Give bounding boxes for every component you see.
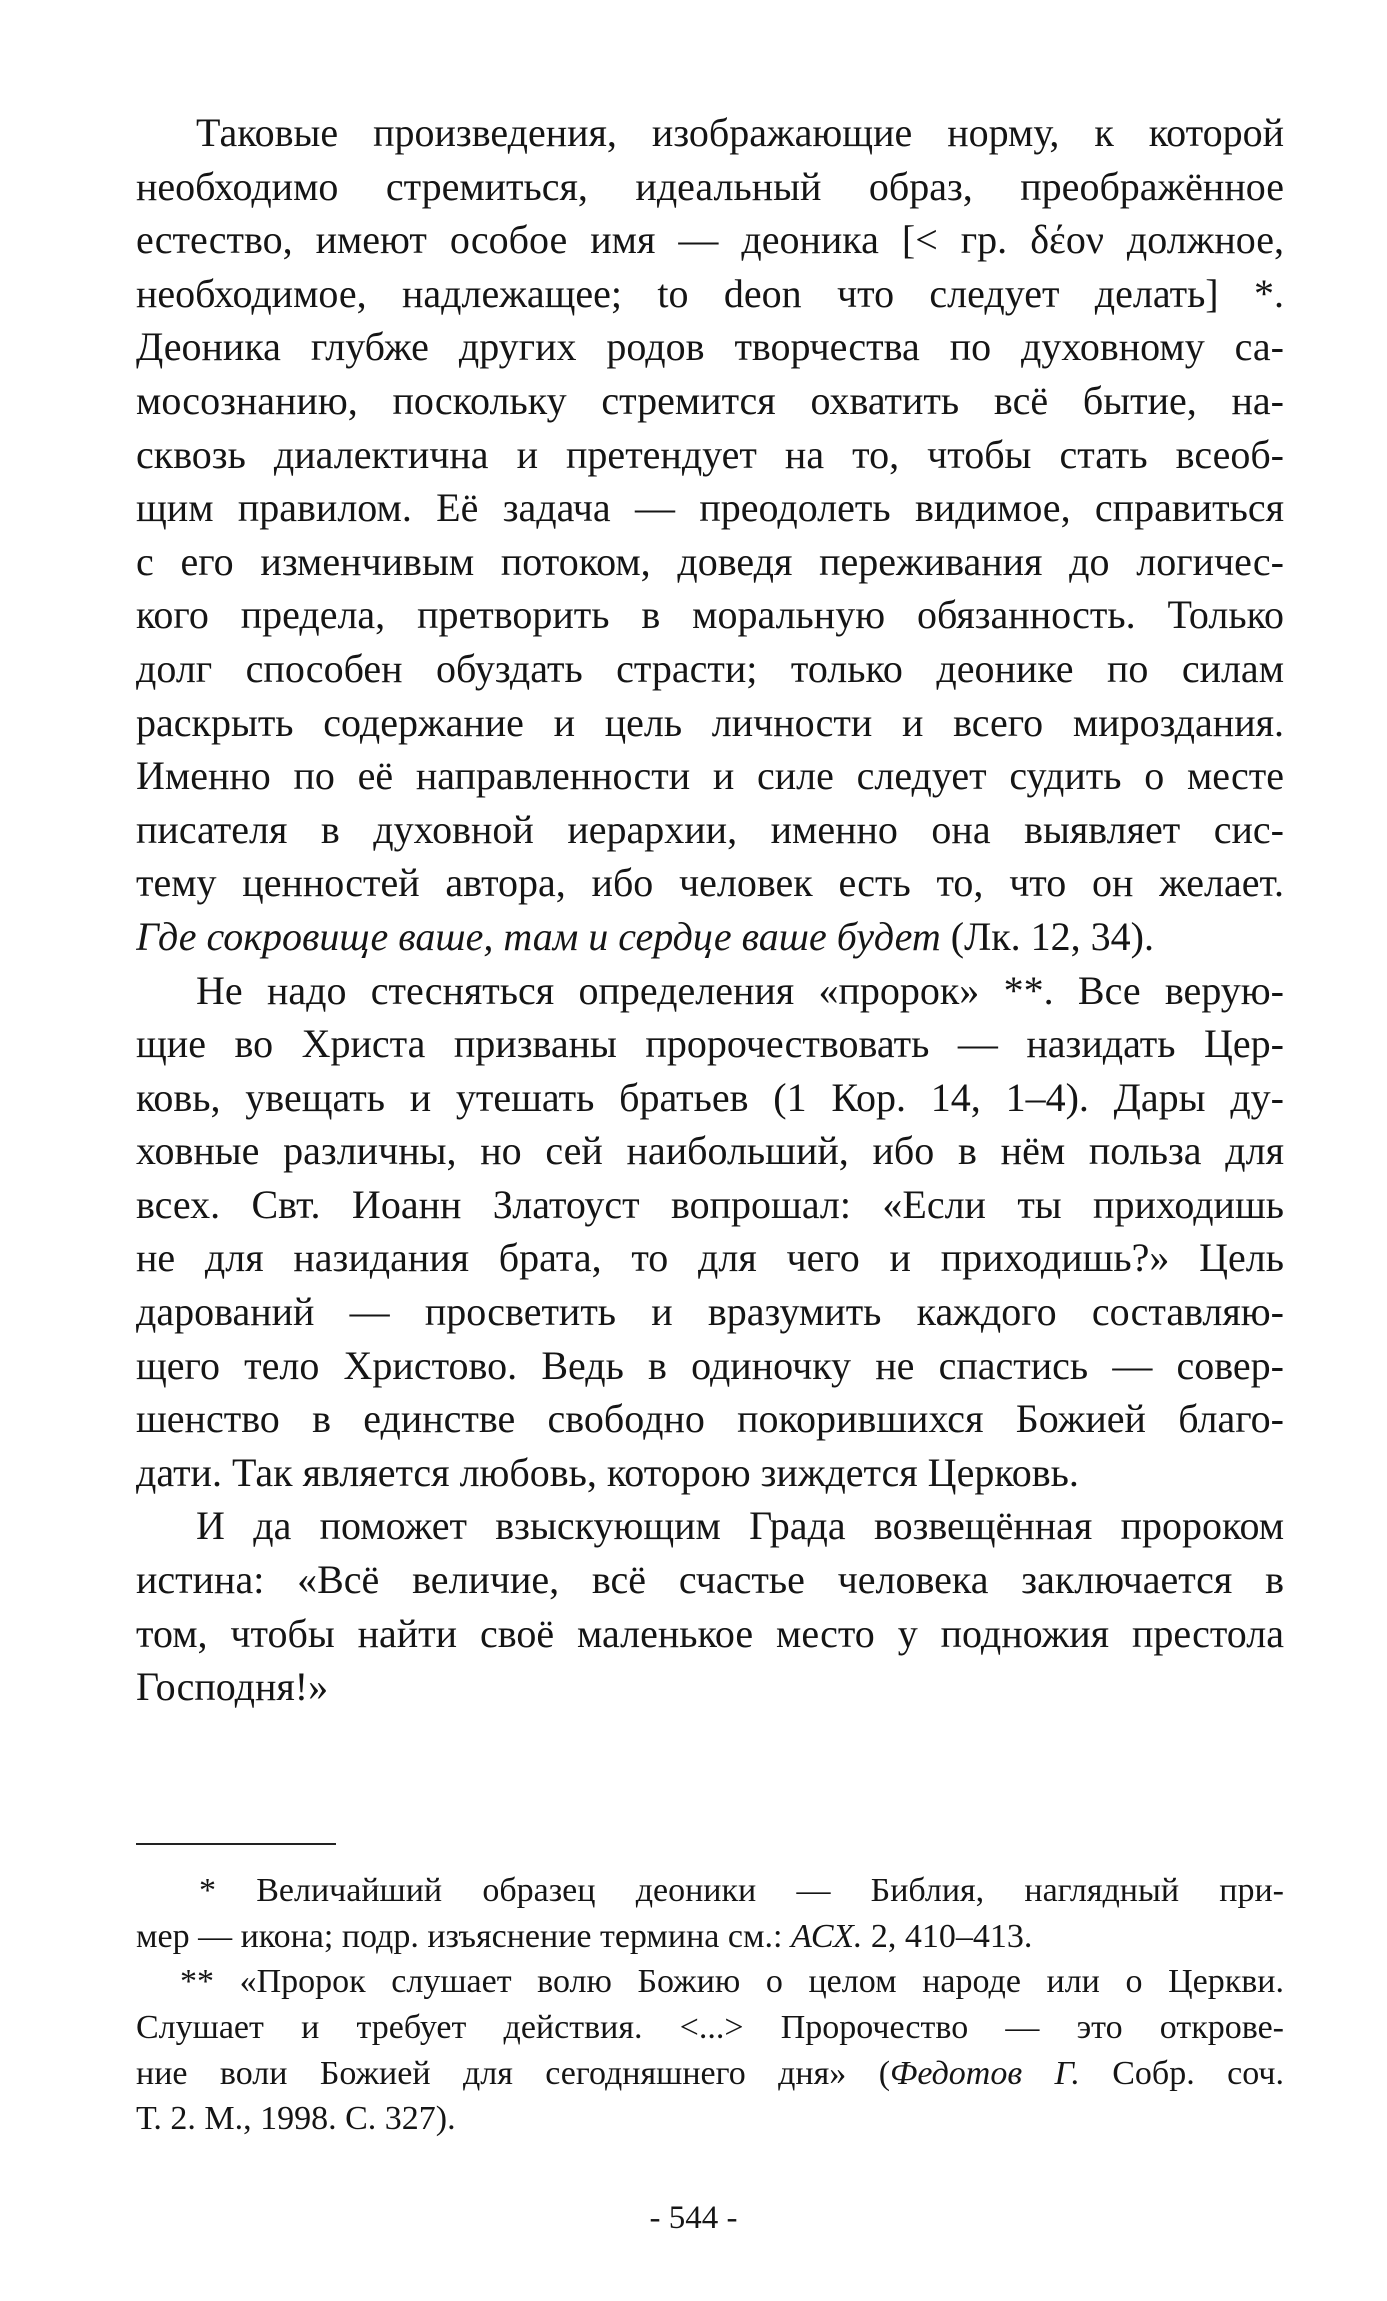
text-line	[136, 1499, 1284, 1553]
text-segment: долг способен обуздать страсти; только деонике по силам	[136, 645, 1284, 691]
text-line	[136, 696, 1284, 750]
text-line	[136, 1868, 1284, 1914]
text-segment: ** «Пророк слушает волю Божию о целом народе или о Церкви.	[180, 1963, 1284, 2001]
text-line	[136, 481, 1284, 535]
paragraph	[136, 106, 1284, 964]
text-line	[136, 1446, 1284, 1500]
text-segment: Деоника глубже других родов творчества по духовному са-	[136, 324, 1284, 370]
text-segment: необходимо стремиться, идеальный образ, преображённое	[136, 163, 1284, 209]
text-segment: щего тело Христово. Ведь в одиночку не спастись — совер-	[136, 1342, 1284, 1388]
text-segment: дати. Так является любовь, которою зиждется Церковь.	[136, 1449, 1079, 1495]
text-line	[136, 106, 1284, 160]
text-line	[136, 267, 1284, 321]
text-segment: мер — икона; подр. изъяснение термина см.:	[136, 1917, 791, 1955]
text-segment: раскрыть содержание и цель личности и всего мироздания.	[136, 699, 1284, 745]
text-line	[136, 749, 1284, 803]
text-line	[136, 1607, 1284, 1661]
footnote	[136, 1959, 1284, 2142]
italic-text: АСХ.	[790, 1917, 863, 1955]
text-segment: Именно по её направленности и силе следует судить о месте	[136, 753, 1284, 799]
footnotes	[136, 1868, 1284, 2142]
main-text	[136, 106, 1284, 1714]
text-segment: не для назидания брата, то для чего и приходишь?» Цель	[136, 1235, 1284, 1281]
text-segment: 2, 410–413.	[862, 1917, 1033, 1955]
text-segment: щие во Христа призваны пророчествовать — назидать Цер-	[136, 1021, 1284, 1067]
text-line	[136, 1959, 1284, 2005]
text-line	[136, 1017, 1284, 1071]
page-number: - 544 -	[649, 2200, 738, 2236]
text-segment: щим правилом. Её задача — преодолеть видимое, справиться	[136, 485, 1284, 531]
text-line	[136, 1553, 1284, 1607]
italic-text: Федотов Г.	[890, 2054, 1080, 2092]
text-segment: Господня!»	[136, 1664, 329, 1710]
text-line	[136, 1285, 1284, 1339]
text-line	[136, 803, 1284, 857]
text-line	[136, 1178, 1284, 1232]
text-line	[136, 160, 1284, 214]
text-line	[136, 1914, 1284, 1960]
text-line	[136, 535, 1284, 589]
text-segment: истина: «Всё величие, всё счастье человека заключается в	[136, 1557, 1284, 1603]
text-line	[136, 856, 1284, 910]
text-segment: писателя в духовной иерархии, именно она выявляет сис-	[136, 806, 1284, 852]
text-segment: мосознанию, поскольку стремится охватить всё бытие, на-	[136, 377, 1284, 423]
text-line	[136, 964, 1284, 1018]
text-segment: естество, имеют особое имя — деоника [< гр. δέον должное,	[136, 217, 1284, 263]
text-segment: ние воли Божией для сегодняшнего дня» (	[136, 2054, 891, 2092]
text-segment: том, чтобы найти своё маленькое место у подножия престола	[136, 1610, 1284, 1656]
text-line	[136, 1231, 1284, 1285]
text-line	[136, 2051, 1284, 2097]
text-segment: кого предела, претворить в моральную обязанность. Только	[136, 592, 1284, 638]
text-line	[136, 2096, 1284, 2142]
text-segment: с его изменчивым потоком, доведя переживания до логичес-	[136, 538, 1284, 584]
text-line	[136, 320, 1284, 374]
footnote	[136, 1868, 1284, 1959]
text-segment: сквозь диалектична и претендует на то, чтобы стать всеоб-	[136, 431, 1284, 477]
text-line	[136, 1339, 1284, 1393]
text-segment: ховные различны, но сей наибольший, ибо в нём польза для	[136, 1128, 1284, 1174]
text-segment: Т. 2. М., 1998. С. 327).	[136, 2100, 456, 2138]
text-line	[136, 910, 1284, 964]
text-line	[136, 2005, 1284, 2051]
text-line	[136, 1071, 1284, 1125]
text-segment: всех. Свт. Иоанн Златоуст вопрошал: «Если ты приходишь	[136, 1181, 1284, 1227]
text-segment: Собр. соч.	[1079, 2054, 1284, 2092]
text-segment: Слушает и требует действия. <...> Пророчество — это открове-	[136, 2009, 1284, 2047]
text-line	[136, 213, 1284, 267]
text-segment: шенство в единстве свободно покорившихся Божией благо-	[136, 1396, 1284, 1442]
text-line	[136, 374, 1284, 428]
italic-text: Где сокровище ваше, там и сердце ваше будет	[136, 913, 941, 959]
text-segment: Не надо стесняться определения «пророк» **. Все верую-	[196, 967, 1284, 1013]
text-segment: необходимое, надлежащее; to deon что следует делать] *.	[136, 270, 1284, 316]
text-line	[136, 642, 1284, 696]
text-line	[136, 1660, 1284, 1714]
text-line	[136, 1124, 1284, 1178]
text-line	[136, 428, 1284, 482]
text-segment: (Лк. 12, 34).	[940, 913, 1154, 959]
text-line	[136, 588, 1284, 642]
paragraph	[136, 964, 1284, 1500]
text-segment: тему ценностей автора, ибо человек есть то, что он желает.	[136, 860, 1284, 906]
text-segment: И да поможет взыскующим Града возвещённая пророком	[196, 1503, 1284, 1549]
text-segment: ковь, увещать и утешать братьев (1 Кор. 14, 1–4). Дары ду-	[136, 1074, 1284, 1120]
footnote-rule	[136, 1843, 336, 1845]
text-segment: Таковые произведения, изображающие норму, к которой	[196, 110, 1284, 155]
text-segment: * Величайший образец деоники — Библия, наглядный при-	[199, 1872, 1284, 1909]
text-segment: дарований — просветить и вразумить каждого составляю-	[136, 1289, 1284, 1335]
paragraph	[136, 1499, 1284, 1713]
text-line	[136, 1392, 1284, 1446]
